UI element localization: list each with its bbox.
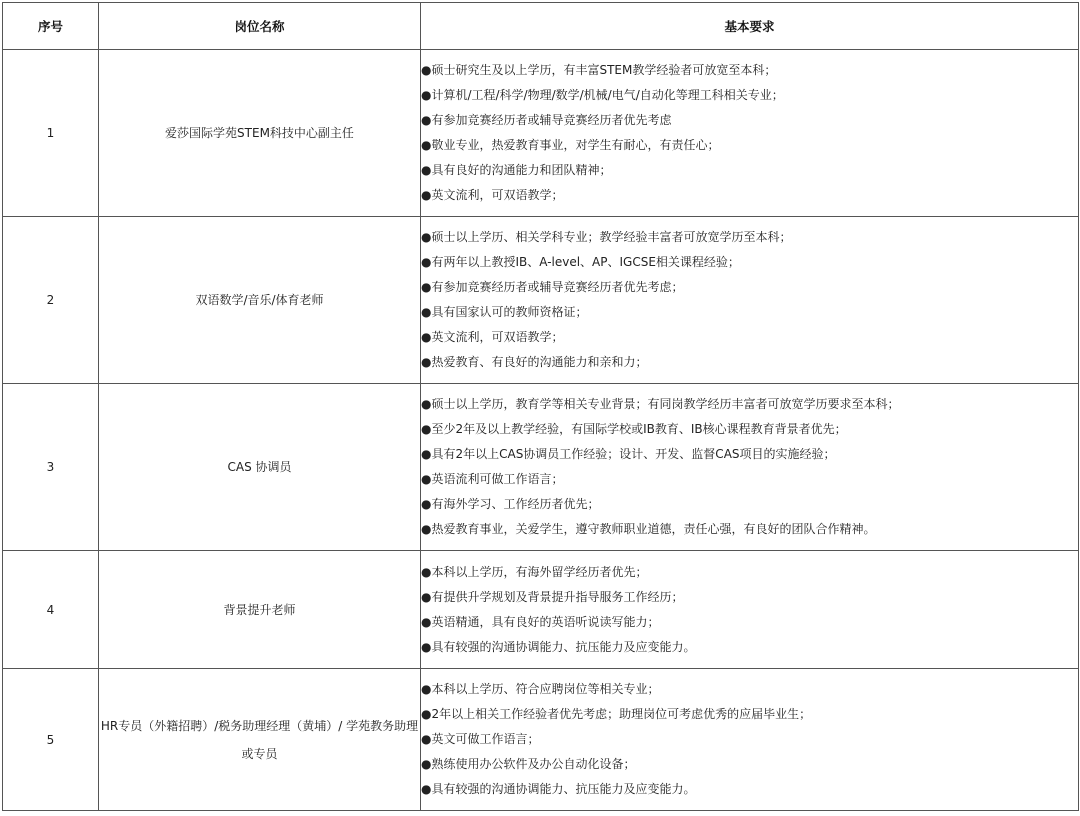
header-requirements: 基本要求 — [421, 3, 1079, 50]
requirement-item: ●2年以上相关工作经验者优先考虑；助理岗位可考虑优秀的应届毕业生； — [421, 707, 812, 721]
header-position: 岗位名称 — [99, 3, 421, 50]
requirement-item: ●热爱教育、有良好的沟通能力和亲和力； — [421, 355, 648, 369]
requirement-item: ●具有2年以上CAS协调员工作经验；设计、开发、监督CAS项目的实施经验； — [421, 447, 836, 461]
table-row — [3, 669, 1079, 811]
table-row — [3, 50, 1079, 217]
requirements-cell — [421, 384, 1079, 551]
requirement-item: ●有海外学习、工作经历者优先； — [421, 497, 600, 511]
requirement-item: ●本科以上学历，有海外留学经历者优先； — [421, 564, 648, 579]
requirement-item: ●本科以上学历、符合应聘岗位等相关专业； — [421, 682, 660, 696]
requirement-item: ●英语流利可做工作语言； — [421, 472, 564, 486]
requirement-item: ●具有良好的沟通能力和团队精神； — [421, 163, 612, 177]
requirement-item: ●具有较强的沟通协调能力、抗压能力及应变能力。 — [421, 639, 696, 654]
position-title: 爱莎国际学苑STEM科技中心副主任 — [99, 50, 421, 217]
requirement-item: ●硕士以上学历、相关学科专业；教学经验丰富者可放宽学历至本科； — [421, 230, 792, 244]
job-requirements-table — [2, 2, 1079, 811]
requirement-item: ●具有较强的沟通协调能力、抗压能力及应变能力。 — [421, 782, 696, 796]
position-title: CAS 协调员 — [99, 384, 421, 551]
requirement-item: ●有两年以上教授IB、A-level、AP、IGCSE相关课程经验； — [421, 255, 740, 269]
table-row — [3, 551, 1079, 669]
requirement-item: ●英文可做工作语言； — [421, 732, 540, 746]
table-header-row — [3, 3, 1079, 50]
requirement-item: ●敬业专业，热爱教育事业，对学生有耐心，有责任心； — [421, 138, 720, 152]
requirement-item: ●熟练使用办公软件及办公自动化设备； — [421, 757, 636, 771]
row-index: 2 — [3, 217, 99, 384]
requirement-item: ●硕士以上学历，教育学等相关专业背景；有同岗教学经历丰富者可放宽学历要求至本科； — [421, 397, 900, 411]
row-index: 4 — [3, 551, 99, 669]
requirements-cell — [421, 217, 1079, 384]
requirement-item: ●英文流利，可双语教学； — [421, 188, 564, 202]
requirement-item: ●英语精通，具有良好的英语听说读写能力； — [421, 614, 660, 629]
requirement-item: ●有参加竞赛经历者或辅导竞赛经历者优先考虑 — [421, 113, 672, 127]
row-index: 5 — [3, 669, 99, 811]
requirement-item: ●英文流利，可双语教学； — [421, 330, 564, 344]
row-index: 3 — [3, 384, 99, 551]
requirements-cell — [421, 551, 1079, 669]
requirement-item: ●计算机/工程/科学/物理/数学/机械/电气/自动化等理工科相关专业； — [421, 88, 784, 102]
table-row — [3, 384, 1079, 551]
requirement-item: ●至少2年及以上教学经验，有国际学校或IB教育、IB核心课程教育背景者优先； — [421, 422, 847, 436]
table-row — [3, 217, 1079, 384]
requirements-cell — [421, 50, 1079, 217]
requirement-item: ●有提供升学规划及背景提升指导服务工作经历； — [421, 589, 684, 604]
requirement-item: ●硕士研究生及以上学历，有丰富STEM教学经验者可放宽至本科； — [421, 63, 777, 77]
requirement-item: ●热爱教育事业，关爱学生，遵守教师职业道德，责任心强，有良好的团队合作精神。 — [421, 522, 876, 536]
position-title: HR专员（外籍招聘）/税务助理经理（黄埔）/ 学苑教务助理或专员 — [99, 669, 421, 811]
position-title: 背景提升老师 — [99, 551, 421, 669]
header-index: 序号 — [3, 3, 99, 50]
position-title: 双语数学/音乐/体育老师 — [99, 217, 421, 384]
requirements-cell — [421, 669, 1079, 811]
requirement-item: ●具有国家认可的教师资格证； — [421, 305, 588, 319]
row-index: 1 — [3, 50, 99, 217]
requirement-item: ●有参加竞赛经历者或辅导竞赛经历者优先考虑； — [421, 280, 684, 294]
